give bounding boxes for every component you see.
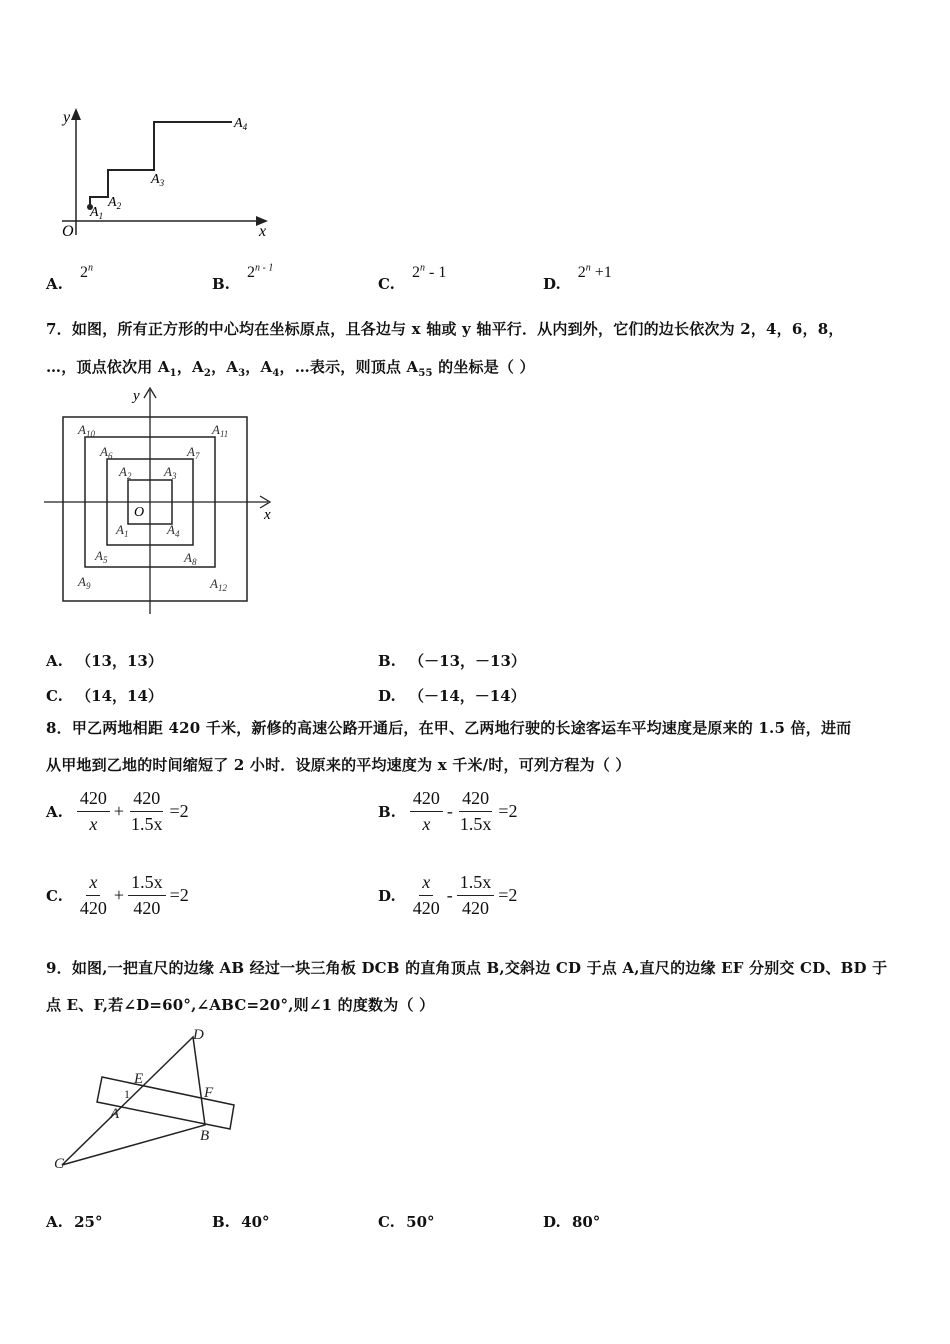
q6-staircase-figure <box>50 100 310 245</box>
q7-label-a11: $A_{11}$ <box>212 422 229 439</box>
q7-option-b[interactable] <box>378 650 526 671</box>
q7-y-label: y <box>133 388 140 404</box>
q9-label-e: E <box>134 1071 144 1087</box>
q8-option-b[interactable] <box>378 788 520 835</box>
q6-option-c-letter: C. <box>378 275 395 293</box>
q8-option-b-frac2: $\frac{420}{1.5x}$ <box>459 788 492 834</box>
q7-label-a9: $A_9$ <box>78 574 91 591</box>
q9-option-a-text: 25° <box>74 1213 103 1231</box>
q7-origin-label: O <box>134 505 145 520</box>
q9-triangle <box>62 1037 205 1165</box>
q8-option-d-letter: D. <box>378 886 396 905</box>
q9-option-b-letter: B. <box>212 1213 230 1231</box>
q9-option-b[interactable] <box>212 1213 270 1231</box>
q7-label-a1: $A_1$ <box>116 522 129 539</box>
q9-option-c-text: 50° <box>406 1213 435 1231</box>
q9-option-d-text: 80° <box>571 1213 601 1231</box>
q7-option-a-letter: A. <box>46 652 63 670</box>
q6-x-label: x <box>259 223 267 240</box>
q6-y-label: y <box>63 109 71 126</box>
q6-label-a3: $A_3$ <box>151 172 165 188</box>
q9-option-c[interactable] <box>378 1213 435 1231</box>
q7-label-a8: $A_8$ <box>184 550 197 567</box>
q8-option-c-letter: C. <box>46 886 63 905</box>
q7-x-label: x <box>264 507 271 523</box>
q8-option-c-rhs: =2 <box>169 885 189 905</box>
q7-option-c-letter: C. <box>46 687 63 705</box>
q8-option-b-op: - <box>446 801 453 821</box>
q7-label-a3: $A_3$ <box>164 464 177 481</box>
q8-option-d-frac1: $\frac{x}{420}$ <box>412 872 440 918</box>
q7-option-d-text: （－14，－14） <box>408 687 526 705</box>
q9-label-a: A <box>110 1106 120 1122</box>
q9-label-b: B <box>200 1128 210 1144</box>
q8-question-line1: 8．甲乙两地相距 420 千米，新修的高速公路开通后，在甲、乙两地行驶的长途客运车平均速度是原来的 1.5 倍，进而 <box>46 719 852 737</box>
q8-option-d-frac2: $\frac{1.5x}{420}$ <box>457 872 495 919</box>
q6-y-arrow <box>71 108 81 120</box>
q8-option-b-rhs: =2 <box>498 801 518 821</box>
q7-option-b-letter: B. <box>378 652 396 670</box>
q7-label-a6: $A_6$ <box>100 444 113 461</box>
q9-label-c: C <box>54 1156 65 1172</box>
q8-option-d[interactable] <box>378 872 519 919</box>
q8-option-c-frac2: $\frac{1.5x}{420}$ <box>128 872 166 919</box>
q7-option-a-text: （13，13） <box>76 652 163 670</box>
q9-question-line2: 点 E、F,若∠D=60°,∠ABC=20°,则∠1 的度数为（ ） <box>46 996 435 1014</box>
q7-label-a4: $A_4$ <box>167 522 180 539</box>
q6-option-c[interactable] <box>378 262 447 293</box>
q7-option-a[interactable] <box>46 650 163 671</box>
q6-option-b[interactable] <box>212 262 274 293</box>
q7-option-c-text: （14，14） <box>76 687 163 705</box>
q8-option-d-rhs: =2 <box>498 885 518 905</box>
q6-label-a2: $A_2$ <box>108 195 122 211</box>
q9-ruler-triangle-figure <box>50 1025 250 1175</box>
q6-option-b-letter: B. <box>212 275 230 293</box>
q6-option-a-expr: 2$^n$ <box>79 262 93 281</box>
q7-question-line2: …，顶点依次用 $A_1$，$A_2$，$A_3$，$A_4$，…表示，则顶点 $A_{55}$ 的坐标是（ ） <box>46 358 535 379</box>
q8-option-a[interactable] <box>46 788 191 835</box>
q7-option-b-text: （－13，－13） <box>409 652 526 670</box>
q9-label-d: D <box>193 1027 204 1043</box>
q8-option-d-op: - <box>446 885 453 905</box>
q6-option-a[interactable] <box>46 262 93 293</box>
q8-option-a-letter: A. <box>46 802 63 821</box>
q7-squares-figure <box>42 384 282 616</box>
q7-question-line1: 7．如图，所有正方形的中心均在坐标原点，且各边与 x 轴或 y 轴平行．从内到外，它们的边长依次为 2，4，6，8， <box>46 320 844 338</box>
q8-option-a-rhs: =2 <box>169 801 189 821</box>
q8-option-a-frac1: $\frac{420}{x}$ <box>77 788 110 835</box>
q7-label-a10: $A_{10}$ <box>78 422 95 439</box>
q7-label-a12: $A_{12}$ <box>210 576 227 593</box>
q6-option-a-letter: A. <box>46 275 63 293</box>
q9-option-d[interactable] <box>543 1213 600 1231</box>
q6-origin-label: O <box>62 223 74 240</box>
q9-label-1: 1 <box>124 1087 130 1101</box>
q8-option-c[interactable] <box>46 872 191 919</box>
q9-label-f: F <box>204 1085 214 1101</box>
q8-option-a-op: + <box>113 801 125 821</box>
q9-option-a-letter: A. <box>46 1213 63 1231</box>
q7-option-d-letter: D. <box>378 687 396 705</box>
q8-option-c-op: + <box>113 885 125 905</box>
q8-option-c-frac1: $\frac{x}{420}$ <box>79 872 107 918</box>
q9-option-b-text: 40° <box>241 1213 270 1231</box>
q9-option-c-letter: C. <box>378 1213 395 1231</box>
q6-option-d-letter: D. <box>543 275 561 293</box>
q7-label-a5: $A_5$ <box>95 548 108 565</box>
q6-option-d-expr: $2^n +1$ <box>577 262 612 281</box>
q6-label-a4: $A_4$ <box>234 116 248 132</box>
q8-question-line2: 从甲地到乙地的时间缩短了 2 小时．设原来的平均速度为 x 千米/时，可列方程为（ ） <box>46 756 631 774</box>
q8-option-a-frac2: $\frac{420}{1.5x}$ <box>131 788 163 834</box>
q9-option-d-letter: D. <box>543 1213 561 1231</box>
q9-question-line1: 9．如图,一把直尺的边缘 AB 经过一块三角板 DCB 的直角顶点 B,交斜边 CD 于点 A,直尺的边缘 EF 分别交 CD、BD 于 <box>46 959 888 977</box>
q7-square-4 <box>63 417 247 601</box>
q7-label-a2: $A_2$ <box>119 464 132 481</box>
q6-option-c-expr: 2$^n$ - 1 <box>412 262 447 281</box>
q7-option-c[interactable] <box>46 685 163 706</box>
q7-option-d[interactable] <box>378 685 526 706</box>
q6-label-a1: $A_1$ <box>90 205 104 221</box>
q8-option-b-frac1: $\frac{420}{x}$ <box>410 788 443 835</box>
q6-option-b-expr: 2$^{n - 1}$ <box>247 262 274 281</box>
q7-label-a7: $A_7$ <box>187 444 200 461</box>
q8-option-b-letter: B. <box>378 802 396 821</box>
q6-option-d[interactable] <box>543 262 612 293</box>
q9-option-a[interactable] <box>46 1213 102 1231</box>
